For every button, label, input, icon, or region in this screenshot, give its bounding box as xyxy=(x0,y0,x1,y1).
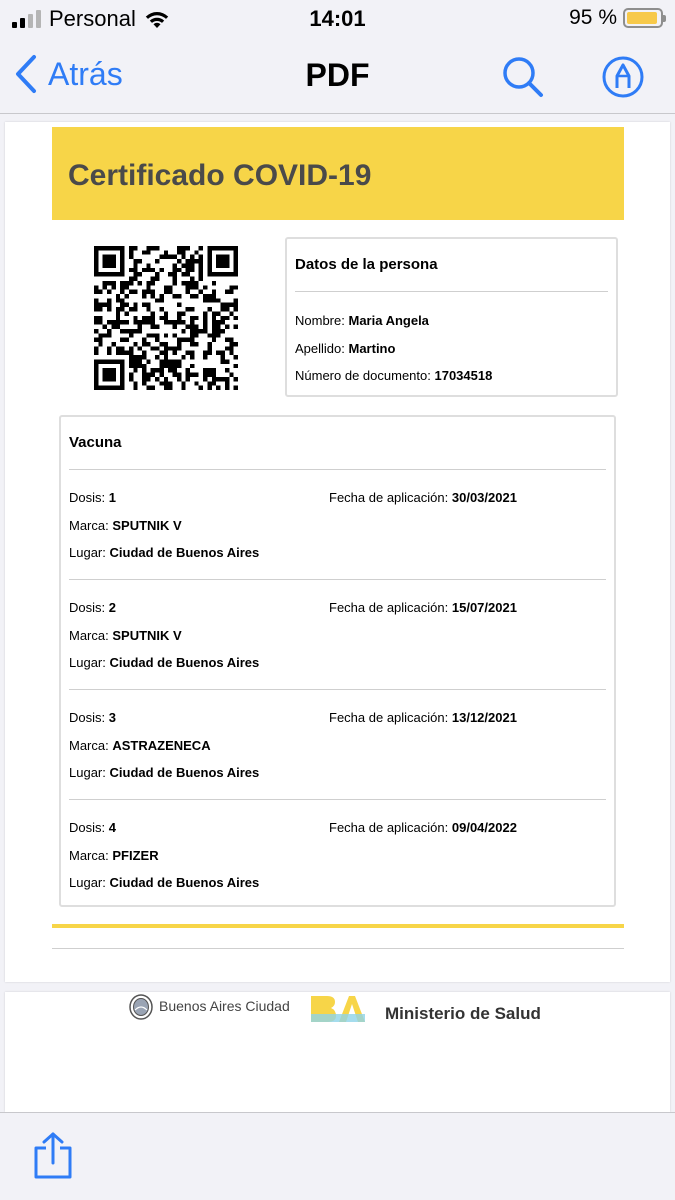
divider xyxy=(69,579,606,580)
divider xyxy=(69,689,606,690)
brand-row: Marca: PFIZER xyxy=(69,848,159,863)
divider xyxy=(295,291,608,292)
date-row: Fecha de aplicación: 13/12/2021 xyxy=(329,710,517,725)
person-data-box xyxy=(285,237,618,397)
battery-icon xyxy=(623,8,663,28)
search-icon[interactable] xyxy=(500,54,546,100)
certificate-banner xyxy=(52,127,624,220)
doc-value: 17034518 xyxy=(434,368,493,383)
vaccine-box xyxy=(59,415,616,907)
date-row: Fecha de aplicación: 09/04/2022 xyxy=(329,820,517,835)
surname-value: Martino xyxy=(348,341,396,356)
status-time: 14:01 xyxy=(309,6,366,31)
markup-icon[interactable] xyxy=(600,54,646,100)
status-right xyxy=(569,6,663,30)
place-row: Lugar: Ciudad de Buenos Aires xyxy=(69,875,260,890)
dose-row: Dosis: 3 xyxy=(69,710,116,725)
qr-code-icon xyxy=(93,246,239,390)
battery-percent: 95 % xyxy=(569,6,617,29)
date-row: Fecha de aplicación: 30/03/2021 xyxy=(329,490,517,505)
ba-logo-icon xyxy=(309,994,365,1024)
divider xyxy=(69,799,606,800)
name-label: Nombre: xyxy=(295,313,345,328)
footer-accent-line xyxy=(52,924,624,928)
share-icon[interactable] xyxy=(30,1131,76,1181)
person-doc-row xyxy=(295,368,492,383)
date-row: Fecha de aplicación: 15/07/2021 xyxy=(329,600,517,615)
person-surname-row xyxy=(295,341,395,356)
page-title: PDF xyxy=(305,57,370,93)
place-row: Lugar: Ciudad de Buenos Aires xyxy=(69,545,260,560)
brand-row: Marca: ASTRAZENECA xyxy=(69,738,211,753)
qr-modules xyxy=(94,246,238,390)
divider xyxy=(69,469,606,470)
dose-row: Dosis: 4 xyxy=(69,820,116,835)
carrier-name: Personal xyxy=(49,6,136,31)
back-label: Atrás xyxy=(48,55,123,92)
surname-label: Apellido: xyxy=(295,341,345,356)
name-value: Maria Angela xyxy=(348,313,429,328)
city-seal-icon xyxy=(129,994,153,1020)
brand-row: Marca: SPUTNIK V xyxy=(69,628,182,643)
bottom-toolbar xyxy=(0,1112,675,1200)
pdf-page-1 xyxy=(5,122,670,982)
footer-divider xyxy=(52,948,624,949)
navigation-bar xyxy=(0,40,675,114)
brand-row: Marca: SPUTNIK V xyxy=(69,518,182,533)
vaccine-heading: Vacuna xyxy=(69,434,122,451)
place-row: Lugar: Ciudad de Buenos Aires xyxy=(69,655,260,670)
ministry-name: Ministerio de Salud xyxy=(385,1004,541,1023)
place-row: Lugar: Ciudad de Buenos Aires xyxy=(69,765,260,780)
status-bar xyxy=(0,0,675,40)
person-name-row xyxy=(295,313,429,328)
doc-label: Número de documento: xyxy=(295,368,431,383)
pdf-page-2 xyxy=(5,992,670,1112)
dose-row: Dosis: 1 xyxy=(69,490,116,505)
city-logo-text: Buenos Aires Ciudad xyxy=(159,998,290,1014)
person-heading: Datos de la persona xyxy=(295,256,438,273)
certificate-title: Certificado COVID-19 xyxy=(68,159,372,192)
dose-row: Dosis: 2 xyxy=(69,600,116,615)
